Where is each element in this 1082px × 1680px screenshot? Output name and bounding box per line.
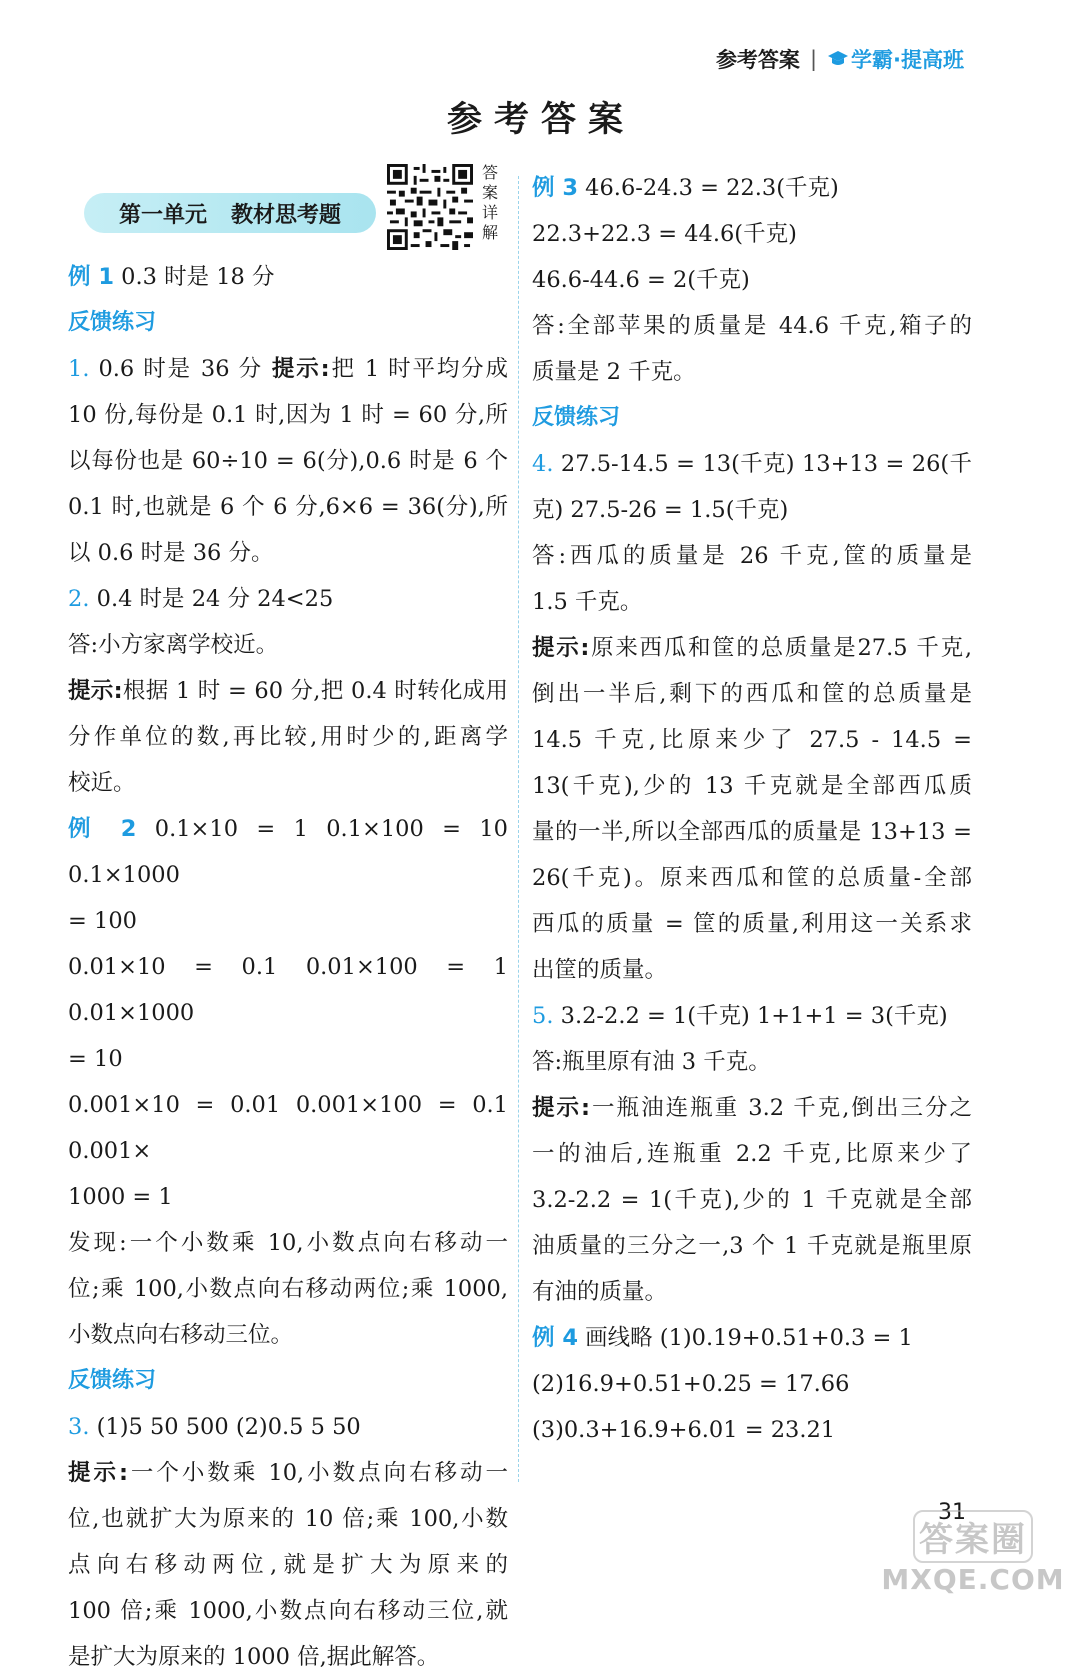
hint-line: 位,也就扩大为原来的 10 倍;乘 100,小数 [68,1506,508,1532]
answer-line: 1.5 千克。 [532,589,643,615]
header-section-title: 参考答案 [715,48,800,72]
answer-line: 22.3+22.3 = 44.6(千克) [532,221,797,247]
hint-label: 提示: [532,1095,591,1121]
hint-text: 原来西瓜和筐的总质量是27.5 千克, [589,635,972,661]
answer-line: 0.01×10 = 0.1 0.01×100 = 1 0.01×1000 [68,954,508,1026]
hint-line: 点向右移动两位,就是扩大为原来的 [68,1552,508,1578]
answer-text: 0.4 时是 24 分 24<25 [96,586,334,612]
header-separator: | [809,47,818,71]
left-column [68,254,508,1680]
watermark-logo [878,1510,1068,1596]
example-label: 例 2 [68,816,137,842]
example-2 [68,806,508,898]
answer-line [532,441,972,487]
qr-caption-char: 答 [481,163,498,182]
answer-line: 答:全部苹果的质量是 44.6 千克,箱子的 [532,313,972,339]
hint-line: 以每份也是 60÷10 = 6(分),0.6 时是 6 个 [68,448,508,474]
answer-line: = 100 [68,908,137,934]
page-number: 31 [938,1500,966,1525]
qr-caption-char: 解 [481,223,498,242]
hint-text: 一瓶油连瓶重 3.2 千克,倒出三分之 [590,1095,972,1121]
page-header [716,44,964,74]
hint-line: 一的油后,连瓶重 2.2 千克,比原来少了 [532,1141,972,1167]
answer-line: 质量是 2 千克。 [532,359,696,385]
example-label: 例 3 [532,175,578,201]
answer-line [68,1404,508,1450]
qr-code-icon[interactable] [387,164,473,250]
hint-label: 提示: [68,1460,128,1486]
hint-line: 西瓜的质量 = 筐的质量,利用这一关系求 [532,911,972,937]
hint-line: 以 0.6 时是 36 分。 [68,540,274,566]
hint-line: 26(千克)。原来西瓜和筐的总质量-全部 [532,865,972,891]
hint-text: 把 1 时平均分成 [329,356,509,382]
hint-line [532,1085,972,1131]
answer-line: 位;乘 100,小数点向右移动两位;乘 1000, [68,1276,508,1302]
answer-line [68,576,508,622]
hint-line [68,1450,508,1496]
hint-line: 量的一半,所以全部西瓜的质量是 13+13 = [532,819,972,845]
hint-line [532,625,972,671]
answer-line: 克) 27.5-26 = 1.5(千克) [532,497,789,523]
hint-line: 出筐的质量。 [532,957,668,983]
hint-line: 3.2-2.2 = 1(千克),少的 1 千克就是全部 [532,1187,972,1213]
answer-text: 27.5-14.5 = 13(千克) 13+13 = 26(千 [560,451,972,477]
section-heading: 反馈练习 [532,405,621,430]
answer-text: 3.2-2.2 = 1(千克) 1+1+1 = 3(千克) [560,1003,948,1029]
brand-name: 学霸·提高班 [851,48,964,72]
answer-line: 发现:一个小数乘 10,小数点向右移动一 [68,1230,508,1256]
question-number: 4. [532,451,554,477]
right-column [532,165,972,1453]
unit-label: 第一单元 [118,202,207,228]
hint-line: 有油的质量。 [532,1279,668,1305]
hint-line: 是扩大为原来的 1000 倍,据此解答。 [68,1644,440,1670]
hint-line: 油质量的三分之一,3 个 1 千克就是瓶里原 [532,1233,972,1259]
answer-line: (3)0.3+16.9+6.01 = 23.21 [532,1417,836,1443]
answer-line: 答:小方家离学校近。 [68,632,279,658]
answer-line: 46.6-44.6 = 2(千克) [532,267,750,293]
hint-line: 14.5 千克,比原来少了 27.5 - 14.5 = [532,727,972,753]
example-text: 0.3 时是 18 分 [121,264,275,290]
watermark-url: MXQE.COM [881,1563,1065,1596]
example-label: 例 4 [532,1325,578,1351]
answer-line: 0.001×10 = 0.01 0.001×100 = 0.1 0.001× [68,1092,508,1164]
question-number: 5. [532,1003,554,1029]
watermark-title: 答案圈 [913,1510,1033,1563]
example-4 [532,1315,972,1361]
answer-line: 答:瓶里原有油 3 千克。 [532,1049,771,1075]
hint-label: 提示: [532,635,590,661]
hint-line: 分作单位的数,再比较,用时少的,距离学 [68,724,508,750]
answer-line [68,346,508,392]
qr-caption-char: 案 [481,183,498,202]
hint-label: 提示: [271,356,330,382]
hint-line [68,668,508,714]
brand-logo [827,44,964,74]
hint-line: 倒出一半后,剩下的西瓜和筐的总质量是 [532,681,972,707]
answer-text: 0.6 时是 36 分 [98,356,263,382]
hint-line: 校近。 [68,770,136,796]
example-text: 0.1×10 = 1 0.1×100 = 10 0.1×1000 [68,816,508,888]
question-number: 1. [68,356,90,382]
question-number: 3. [68,1414,90,1440]
hint-line: 10 份,每份是 0.1 时,因为 1 时 = 60 分,所 [68,402,508,428]
column-divider [518,176,519,1482]
example-1 [68,254,508,300]
answer-text: (1)5 50 500 (2)0.5 5 50 [96,1414,361,1440]
answer-line [532,993,972,1039]
example-text: 46.6-24.3 = 22.3(千克) [585,175,839,201]
graduation-cap-icon [827,49,849,69]
example-label: 例 1 [68,264,114,290]
question-number: 2. [68,586,90,612]
unit-topic: 教材思考题 [231,202,342,228]
answer-line: 1000 = 1 [68,1184,173,1210]
hint-text: 一个小数乘 10,小数点向右移动一 [127,1460,509,1486]
hint-line: 0.1 时,也就是 6 个 6 分,6×6 = 36(分),所 [68,494,508,520]
hint-label: 提示: [68,678,123,704]
answer-line: 答:西瓜的质量是 26 千克,筐的质量是 [532,543,972,569]
answer-line: = 10 [68,1046,123,1072]
section-heading: 反馈练习 [68,310,157,335]
answer-line: 小数点向右移动三位。 [68,1322,294,1348]
unit-banner [84,193,376,233]
qr-caption [480,163,500,243]
example-text: 画线略 (1)0.19+0.51+0.3 = 1 [585,1325,913,1351]
section-heading: 反馈练习 [68,1368,157,1393]
hint-line: 100 倍;乘 1000,小数点向右移动三位,就 [68,1598,508,1624]
answer-line: (2)16.9+0.51+0.25 = 17.66 [532,1371,850,1397]
hint-line: 13(千克),少的 13 千克就是全部西瓜质 [532,773,972,799]
page-title: 参考答案 [446,100,635,140]
example-3 [532,165,972,211]
hint-text: 根据 1 时 = 60 分,把 0.4 时转化成用 [122,678,508,704]
qr-caption-char: 详 [481,203,498,222]
